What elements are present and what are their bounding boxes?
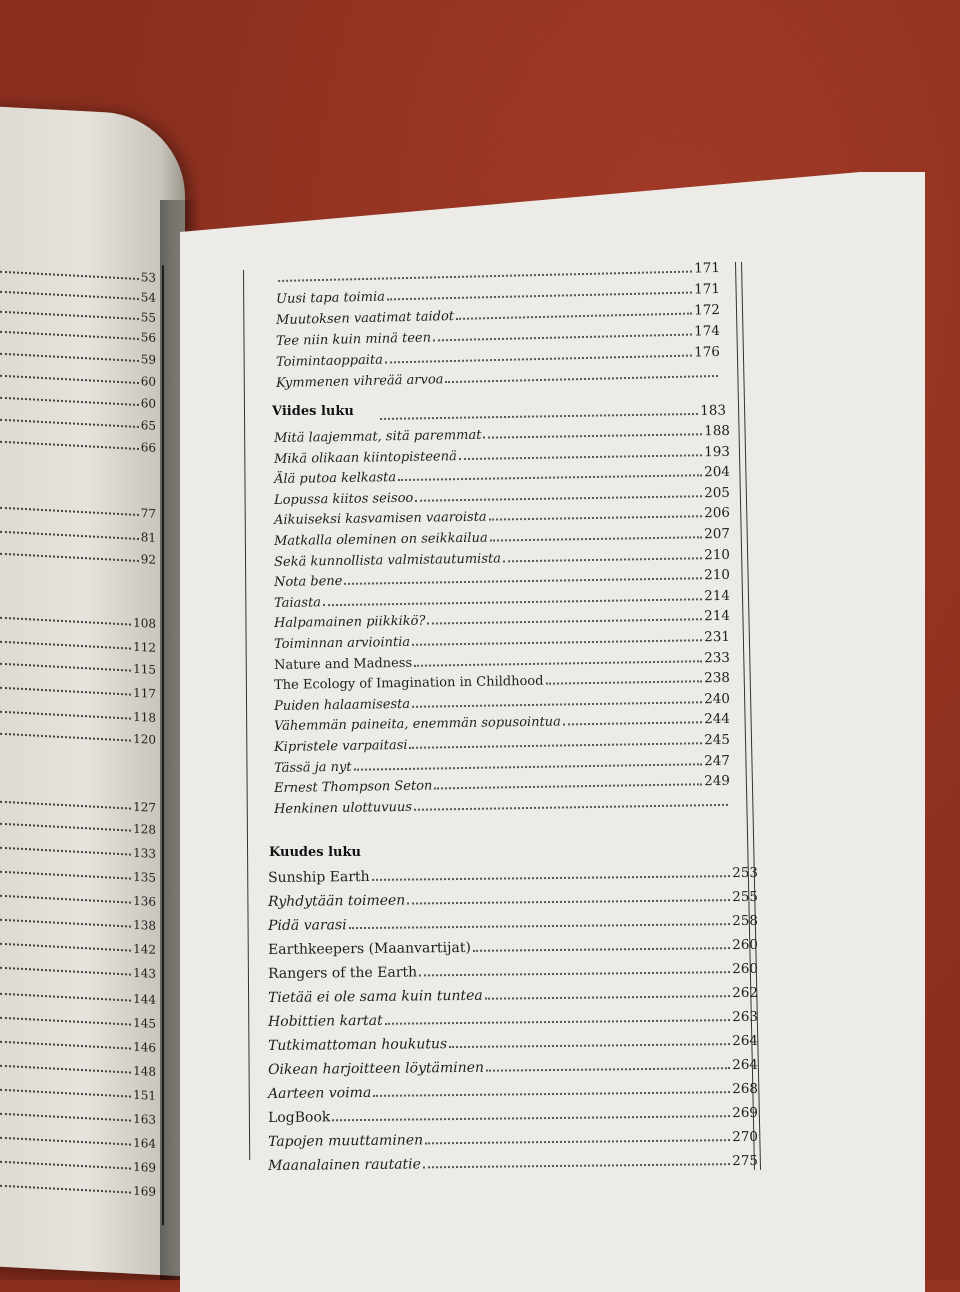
toc-entry-title: Mikä olikaan kiintopisteenä (273, 448, 457, 467)
toc-leader-dots (344, 577, 702, 585)
toc-entry-page: 244 (704, 711, 731, 728)
toc-entry (268, 1149, 758, 1174)
toc-entry-title: Nature and Madness (273, 655, 413, 673)
toc-leader-dots (546, 680, 703, 684)
toc-entry-title: Nota bene (273, 574, 343, 591)
toc-entry-page: 275 (732, 1152, 759, 1170)
toc-entry: 183 (378, 399, 726, 424)
toc-entry (268, 1077, 758, 1102)
toc-entry-title: Uusi tapa toimia (275, 289, 386, 307)
left-page-number: 112 (133, 639, 156, 655)
left-page-number: 144 (133, 991, 156, 1007)
section-heading-5: Viides luku (272, 404, 354, 419)
left-page-number: 108 (133, 615, 156, 631)
toc-entry (268, 861, 758, 886)
toc-entry-title: Aarteen voima (267, 1084, 372, 1102)
toc-entry-title: Ryhdytään toimeen (267, 892, 406, 910)
toc-leader-dots (410, 742, 703, 749)
toc-entry-title: Tässä ja nyt (273, 759, 352, 776)
left-page-number: 117 (133, 685, 156, 701)
toc-leader-dots (425, 1139, 730, 1144)
left-page-number: 92 (140, 552, 156, 567)
left-page-number: 143 (133, 965, 156, 981)
toc-entry-page: 247 (704, 752, 731, 769)
toc-entry-page: 231 (704, 628, 731, 646)
toc-leader-dots (419, 971, 730, 976)
toc-entry-title: Vähemmän paineita, enemmän sopusointua (273, 714, 561, 735)
toc-entry-page: 214 (704, 608, 731, 625)
toc-entry-title: Kymmenen vihreää arvoa (275, 372, 444, 391)
toc-entry-page: 258 (732, 912, 759, 930)
toc-entry-page: 263 (732, 1008, 759, 1026)
section-heading-6: Kuudes luku (269, 845, 361, 860)
toc-entry-page: 270 (732, 1128, 759, 1146)
toc-entry-title: Ernest Thompson Seton (273, 778, 433, 797)
toc-entry-title: Henkinen ulottuvuus (273, 799, 413, 817)
toc-leader-dots (349, 923, 731, 929)
toc-entry (268, 981, 758, 1006)
toc-leader-dots (373, 1091, 730, 1097)
toc-leader-dots (456, 313, 692, 320)
toc-leader-dots (459, 454, 702, 460)
toc-leader-dots (503, 557, 702, 562)
toc-entry-title: Taiasta (273, 595, 322, 611)
left-page-number: 127 (133, 799, 156, 815)
left-page-number: 66 (140, 440, 156, 455)
toc-entry-page: 210 (704, 567, 731, 584)
toc-leader-dots (483, 433, 702, 438)
toc-leader-dots (489, 516, 703, 521)
left-page-number: 164 (133, 1135, 156, 1151)
toc-entry-title: Sekä kunnollista valmistautumista (273, 551, 502, 570)
toc-entry-page: 269 (732, 1104, 759, 1122)
left-page-number: 120 (133, 731, 156, 747)
toc-entry-title: Puiden halaamisesta (273, 696, 411, 714)
left-page-number: 142 (133, 941, 156, 957)
toc-entry-title: Tietää ei ole sama kuin tuntea (267, 987, 483, 1006)
left-page-number: 128 (133, 821, 156, 837)
toc-entry-page: 238 (704, 670, 731, 687)
toc-entry-title: Oikean harjoitteen löytäminen (267, 1059, 485, 1078)
toc-entry-title: Earthkeepers (Maanvartijat) (267, 939, 471, 958)
toc-leader-dots (446, 375, 719, 383)
toc-entry-title: Aikuiseksi kasvamisen vaaroista (273, 510, 487, 529)
left-page-number: 169 (133, 1159, 156, 1175)
toc-entry-title: Tee niin kuin minä teen (275, 330, 432, 349)
toc-entry-page: 193 (704, 443, 731, 460)
left-page-number: 169 (133, 1183, 156, 1199)
left-page-number: 133 (133, 845, 156, 861)
toc-entry-title: Muutoksen vaatimat taidot (275, 308, 455, 328)
left-page-number: 146 (133, 1039, 156, 1055)
toc-entry-title: Toiminnan arviointia (273, 634, 411, 652)
toc-entry (268, 957, 758, 982)
toc-entry-page: 205 (704, 484, 731, 502)
left-page-number: 60 (140, 374, 156, 389)
toc-entry-page: 249 (704, 773, 731, 790)
toc-leader-dots (407, 899, 730, 904)
toc-entry-page: 174 (693, 322, 721, 340)
toc-entry (268, 1053, 758, 1078)
toc-entry-title: The Ecology of Imagination in Childhood (273, 673, 544, 694)
left-page-number: 115 (133, 661, 156, 677)
toc-entry-title: Kipristele varpaitasi (273, 737, 408, 755)
toc-leader-dots (412, 701, 702, 708)
toc-entry-page: 204 (704, 464, 731, 481)
left-page-number: 53 (140, 270, 156, 285)
toc-entry-page: 210 (704, 546, 731, 563)
toc-entry-page: 171 (693, 259, 721, 277)
left-page-number: 55 (140, 310, 156, 325)
toc-leader-dots (563, 722, 702, 726)
toc-entry-page: 233 (704, 649, 731, 666)
toc-entry-page: 260 (732, 960, 759, 978)
toc-entry (268, 1029, 758, 1054)
toc-entry (268, 909, 758, 934)
toc-leader-dots (415, 495, 702, 502)
toc-entry-page: 214 (704, 587, 731, 605)
toc-entry-title: Tapojen muuttaminen (267, 1132, 424, 1150)
toc-leader-dots (414, 804, 728, 811)
toc-entry-page: 176 (693, 343, 721, 361)
toc-entry-title: Maanalainen rautatie (267, 1156, 421, 1174)
toc-leader-dots (486, 1067, 730, 1072)
toc-entry-title: Tutkimattoman houkutus (267, 1036, 448, 1054)
toc-entry-page: 260 (732, 936, 759, 954)
toc-entry-title: Halpamainen piikkikö? (273, 614, 426, 632)
toc-entry-title: Rangers of the Earth (267, 964, 418, 982)
toc-entry-title: Älä putoa kelkasta (273, 470, 397, 488)
toc-leader-dots (485, 995, 731, 1000)
left-page-number: 118 (133, 709, 156, 725)
toc-entry-page: 188 (704, 422, 731, 440)
left-page-number: 135 (133, 869, 156, 885)
toc-entry-page: 255 (732, 888, 759, 906)
toc-leader-dots (449, 1043, 730, 1048)
toc-entry-page: 240 (704, 690, 731, 708)
toc-entry-page: 207 (704, 525, 731, 543)
toc-leader-dots (372, 875, 731, 881)
toc-entry-title: Hobittien kartat (267, 1012, 383, 1030)
toc-leader-dots (414, 660, 702, 667)
toc-leader-dots (385, 1019, 731, 1025)
toc-leader-dots (433, 334, 692, 342)
toc-leader-dots (473, 947, 730, 952)
left-page-number: 59 (140, 352, 156, 367)
toc-entry-title: Lopussa kiitos seisoo (273, 490, 414, 508)
left-page-number: 138 (133, 917, 156, 933)
left-page-number: 148 (133, 1063, 156, 1079)
toc-entry-page: 262 (732, 984, 759, 1002)
toc-leader-dots (427, 619, 702, 625)
toc-leader-dots (412, 639, 702, 646)
toc-leader-dots (423, 1163, 730, 1168)
toc-entry-page: 172 (693, 301, 721, 319)
toc-entry-title: LogBook (267, 1109, 331, 1126)
left-page-number: 77 (140, 506, 156, 521)
toc-entry-title: Sunship Earth (267, 868, 370, 886)
toc-leader-dots (398, 474, 702, 481)
toc-entry-page: 245 (704, 731, 731, 749)
toc-entry-title: Matkalla oleminen on seikkailua (273, 530, 488, 549)
toc-entry-page: 253 (732, 864, 759, 882)
toc-entry-title: Mitä laajemmat, sitä paremmat (273, 427, 482, 446)
left-page-number: 151 (133, 1087, 156, 1103)
left-page-number: 163 (133, 1111, 156, 1127)
toc-entry (268, 1005, 758, 1030)
left-page-number: 136 (133, 893, 156, 909)
toc-leader-dots (434, 783, 702, 789)
toc-entry-title: Toimintaoppaita (275, 352, 384, 370)
toc-entry-title: Pidä varasi (267, 917, 347, 934)
toc-entry (268, 1101, 758, 1126)
left-page-number: 81 (140, 530, 156, 545)
left-page-number: 54 (140, 290, 156, 305)
left-page-number: 60 (140, 396, 156, 411)
toc-entry-page: 206 (704, 505, 731, 522)
left-page-number: 65 (140, 418, 156, 433)
toc-entry (268, 885, 758, 910)
toc-entry (268, 1125, 758, 1150)
toc-entry-page: 268 (732, 1080, 759, 1098)
toc-entry (268, 933, 758, 958)
left-page-number: 145 (133, 1015, 156, 1031)
left-page-number: 56 (140, 330, 156, 345)
toc-leader-dots (490, 536, 703, 541)
toc-entry-page: 171 (693, 280, 721, 298)
toc-entry-page: 264 (732, 1056, 759, 1074)
toc-entry-page: 264 (732, 1032, 759, 1050)
toc-leader-dots (332, 1115, 730, 1121)
